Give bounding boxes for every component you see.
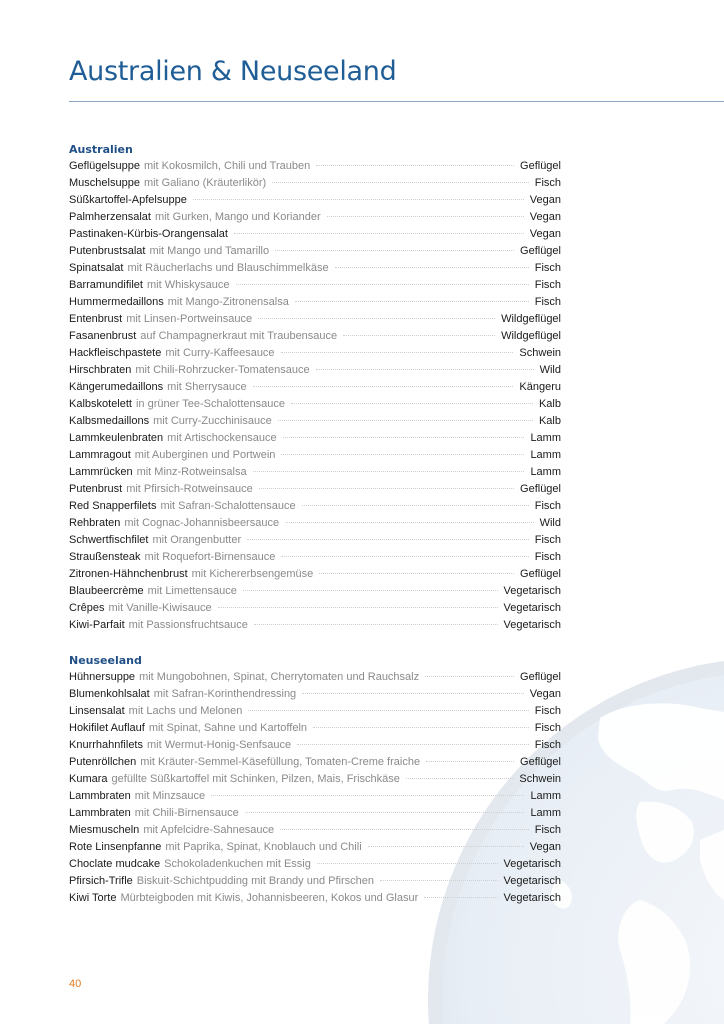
dot-leader: [297, 744, 529, 745]
menu-item: [69, 328, 561, 345]
category-label: Vegetarisch: [503, 875, 561, 887]
dish-name: Rehbraten: [69, 517, 121, 529]
menu-item: [69, 379, 561, 396]
dish-description: mit Lachs und Melonen: [128, 705, 243, 717]
dot-leader: [295, 301, 529, 302]
dot-leader: [253, 386, 514, 387]
dish-name: Kalbsmedaillons: [69, 415, 150, 427]
category-label: Fisch: [534, 739, 561, 751]
dish-name: Straußensteak: [69, 551, 141, 563]
dish-name: Kiwi-Parfait: [69, 619, 125, 631]
menu-item: [69, 413, 561, 430]
dish-description: mit Paprika, Spinat, Knoblauch und Chili: [165, 841, 362, 853]
dish-description: mit Auberginen und Portwein: [134, 449, 276, 461]
menu-item: [69, 822, 561, 839]
category-label: Lamm: [530, 432, 561, 444]
dish-description: mit Galiano (Kräuterlikör): [143, 177, 267, 189]
category-label: Vegetarisch: [503, 858, 561, 870]
category-label: Vegetarisch: [503, 619, 561, 631]
menu-item: [69, 890, 561, 907]
category-label: Wildgeflügel: [501, 313, 561, 325]
dish-description: mit Mango und Tamarillo: [149, 245, 270, 257]
menu-item: [69, 396, 561, 413]
category-label: Wild: [539, 517, 561, 529]
dot-leader: [425, 676, 514, 677]
dot-leader: [406, 778, 514, 779]
dish-description: mit Chili-Birnensauce: [134, 807, 239, 819]
menu-item: [69, 243, 561, 260]
menu-item: [69, 805, 561, 822]
dot-leader: [245, 812, 525, 813]
menu-item: [69, 720, 561, 737]
dot-leader: [319, 573, 514, 574]
dish-name: Knurrhahnfilets: [69, 739, 143, 751]
dot-leader: [316, 369, 534, 370]
dish-name: Lammbraten: [69, 807, 131, 819]
dish-name: Entenbrust: [69, 313, 123, 325]
dot-leader: [281, 454, 524, 455]
category-label: Kalb: [538, 415, 561, 427]
category-label: Fisch: [534, 534, 561, 546]
dot-leader: [253, 471, 525, 472]
dot-leader: [426, 761, 514, 762]
dot-leader: [236, 284, 529, 285]
menu-item: [69, 737, 561, 754]
dish-description: mit Minz-Rotweinsalsa: [136, 466, 247, 478]
dish-description: Biskuit-Schichtpudding mit Brandy und Pfirschen: [136, 875, 374, 887]
dish-name: Kalbskotelett: [69, 398, 132, 410]
dot-leader: [317, 863, 498, 864]
dish-description: Mürbteigboden mit Kiwis, Johannisbeeren, Kokos und Glasur: [120, 892, 419, 904]
dish-description: mit Spinat, Sahne und Kartoffeln: [148, 722, 308, 734]
menu-item: [69, 464, 561, 481]
dot-leader: [281, 556, 528, 557]
category-label: Fisch: [534, 705, 561, 717]
category-label: Geflügel: [520, 160, 561, 172]
dish-name: Schwertfischfilet: [69, 534, 149, 546]
dish-name: Crêpes: [69, 602, 105, 614]
dish-name: Kiwi Torte: [69, 892, 117, 904]
category-label: Schwein: [519, 773, 561, 785]
category-label: Wildgeflügel: [501, 330, 561, 342]
menu-item: [69, 686, 561, 703]
dish-name: Kumara: [69, 773, 108, 785]
dish-name: Blumenkohlsalat: [69, 688, 150, 700]
section-heading: Australien: [69, 143, 133, 156]
dish-description: mit Vanille-Kiwisauce: [108, 602, 212, 614]
dish-name: Lammragout: [69, 449, 131, 461]
dot-leader: [302, 505, 529, 506]
category-label: Fisch: [534, 296, 561, 308]
category-label: Geflügel: [520, 245, 561, 257]
category-label: Vegan: [529, 688, 561, 700]
dot-leader: [302, 693, 524, 694]
dish-description: mit Minzsauce: [134, 790, 206, 802]
dish-description: in grüner Tee-Schalottensauce: [135, 398, 285, 410]
category-label: Vegan: [529, 211, 561, 223]
menu-item: [69, 873, 561, 890]
dish-description: mit Gurken, Mango und Koriander: [154, 211, 321, 223]
dish-name: Palmherzensalat: [69, 211, 151, 223]
dot-leader: [313, 727, 529, 728]
category-label: Vegan: [529, 228, 561, 240]
dish-name: Putenbrust: [69, 483, 123, 495]
dish-name: Blaubeercrème: [69, 585, 144, 597]
category-label: Geflügel: [520, 756, 561, 768]
dot-leader: [259, 488, 514, 489]
dish-name: Zitronen-Hähnchenbrust: [69, 568, 188, 580]
dot-leader: [327, 216, 524, 217]
menu-item: [69, 311, 561, 328]
section-heading: Neuseeland: [69, 654, 142, 667]
dish-description: mit Whiskysauce: [146, 279, 230, 291]
section-australien: [69, 141, 561, 634]
menu-item: [69, 600, 561, 617]
dish-name: Hirschbraten: [69, 364, 132, 376]
menu-item: [69, 447, 561, 464]
dot-leader: [380, 880, 498, 881]
category-label: Vegan: [529, 841, 561, 853]
dot-leader: [248, 710, 528, 711]
menu-item: [69, 583, 561, 600]
menu-item: [69, 260, 561, 277]
category-label: Fisch: [534, 500, 561, 512]
dish-description: mit Mango-Zitronensalsa: [167, 296, 289, 308]
menu-item: [69, 754, 561, 771]
category-label: Schwein: [519, 347, 561, 359]
dish-name: Süßkartoffel-Apfelsuppe: [69, 194, 187, 206]
category-label: Vegetarisch: [503, 585, 561, 597]
menu-item: [69, 566, 561, 583]
category-label: Vegetarisch: [503, 892, 561, 904]
dish-name: Lammkeulenbraten: [69, 432, 164, 444]
category-label: Geflügel: [520, 483, 561, 495]
menu-item: [69, 481, 561, 498]
menu-item: [69, 498, 561, 515]
category-label: Lamm: [530, 807, 561, 819]
dish-description: mit Kokosmilch, Chili und Trauben: [143, 160, 311, 172]
category-label: Vegan: [529, 194, 561, 206]
dish-description: mit Chili-Rohrzucker-Tomatensauce: [135, 364, 310, 376]
menu-item: [69, 839, 561, 856]
category-label: Wild: [539, 364, 561, 376]
category-label: Fisch: [534, 551, 561, 563]
menu-list: [69, 158, 561, 634]
menu-item: [69, 703, 561, 720]
category-label: Fisch: [534, 262, 561, 274]
dish-name: Fasanenbrust: [69, 330, 137, 342]
dish-description: mit Pfirsich-Rotweinsauce: [126, 483, 253, 495]
dish-name: Lammrücken: [69, 466, 133, 478]
dish-name: Hackfleischpastete: [69, 347, 162, 359]
dish-description: mit Curry-Kaffeesauce: [165, 347, 275, 359]
category-label: Kängeru: [519, 381, 561, 393]
dish-name: Rote Linsenpfanne: [69, 841, 162, 853]
dot-leader: [211, 795, 524, 796]
dish-description: mit Kichererbsengemüse: [191, 568, 314, 580]
dish-name: Putenbrustsalat: [69, 245, 146, 257]
dish-name: Putenröllchen: [69, 756, 137, 768]
dot-leader: [283, 437, 525, 438]
dot-leader: [368, 846, 524, 847]
dish-description: mit Safran-Schalottensauce: [160, 500, 296, 512]
menu-item: [69, 515, 561, 532]
dish-name: Spinatsalat: [69, 262, 124, 274]
dot-leader: [272, 182, 529, 183]
menu-item: [69, 617, 561, 634]
dish-name: Hummermedaillons: [69, 296, 164, 308]
menu-item: [69, 549, 561, 566]
category-label: Fisch: [534, 722, 561, 734]
menu-item: [69, 226, 561, 243]
menu-item: [69, 345, 561, 362]
dot-leader: [343, 335, 495, 336]
dish-name: Geflügelsuppe: [69, 160, 140, 172]
menu-item: [69, 788, 561, 805]
dot-leader: [218, 607, 498, 608]
menu-item: [69, 209, 561, 226]
dish-name: Linsensalat: [69, 705, 125, 717]
dot-leader: [275, 250, 514, 251]
category-label: Vegetarisch: [503, 602, 561, 614]
dish-name: Hühnersuppe: [69, 671, 136, 683]
dot-leader: [278, 420, 533, 421]
dish-name: Lammbraten: [69, 790, 131, 802]
category-label: Lamm: [530, 790, 561, 802]
category-label: Fisch: [534, 824, 561, 836]
dish-description: mit Safran-Korinthendressing: [153, 688, 297, 700]
menu-item: [69, 277, 561, 294]
category-label: Lamm: [530, 449, 561, 461]
dot-leader: [291, 403, 533, 404]
dish-name: Pastinaken-Kürbis-Orangensalat: [69, 228, 228, 240]
dish-description: mit Mungobohnen, Spinat, Cherrytomaten und Rauchsalz: [139, 671, 420, 683]
dish-description: Schokoladenkuchen mit Essig: [164, 858, 311, 870]
menu-item: [69, 669, 561, 686]
dish-description: mit Orangenbutter: [152, 534, 242, 546]
dish-description: mit Wermut-Honig-Senfsauce: [147, 739, 292, 751]
dish-description: mit Artischockensauce: [167, 432, 277, 444]
menu-item: [69, 294, 561, 311]
page-number: 40: [69, 978, 82, 990]
dish-description: mit Apfelcidre-Sahnesauce: [143, 824, 275, 836]
dot-leader: [247, 539, 529, 540]
menu-item: [69, 158, 561, 175]
dot-leader: [316, 165, 514, 166]
dot-leader: [285, 522, 534, 523]
dish-description: mit Limettensauce: [147, 585, 237, 597]
category-label: Geflügel: [520, 671, 561, 683]
dot-leader: [258, 318, 495, 319]
dish-description: mit Linsen-Portweinsauce: [126, 313, 253, 325]
category-label: Fisch: [534, 177, 561, 189]
menu-item: [69, 532, 561, 549]
dish-name: Pfirsich-Trifle: [69, 875, 133, 887]
menu-item: [69, 856, 561, 873]
title-divider: [69, 101, 724, 102]
dish-name: Choclate mudcake: [69, 858, 161, 870]
menu-item: [69, 192, 561, 209]
category-label: Lamm: [530, 466, 561, 478]
dot-leader: [335, 267, 529, 268]
menu-list: [69, 669, 561, 907]
dot-leader: [280, 829, 529, 830]
menu-item: [69, 771, 561, 788]
dish-description: mit Räucherlachs und Blauschimmelkäse: [127, 262, 329, 274]
dish-description: mit Curry-Zucchinisauce: [153, 415, 272, 427]
category-label: Kalb: [538, 398, 561, 410]
dish-description: mit Sherrysauce: [167, 381, 247, 393]
dot-leader: [243, 590, 498, 591]
dish-description: auf Champagnerkraut mit Traubensauce: [140, 330, 338, 342]
dish-name: Miesmuscheln: [69, 824, 140, 836]
dish-name: Hokifilet Auflauf: [69, 722, 145, 734]
dot-leader: [254, 624, 498, 625]
menu-item: [69, 362, 561, 379]
dish-description: gefüllte Süßkartoffel mit Schinken, Pilzen, Mais, Frischkäse: [111, 773, 400, 785]
category-label: Fisch: [534, 279, 561, 291]
dot-leader: [424, 897, 497, 898]
category-label: Geflügel: [520, 568, 561, 580]
dot-leader: [234, 233, 524, 234]
dish-name: Muschelsuppe: [69, 177, 140, 189]
page-title: Australien & Neuseeland: [69, 56, 397, 87]
menu-item: [69, 175, 561, 192]
menu-item: [69, 430, 561, 447]
dish-name: Red Snapperfilets: [69, 500, 157, 512]
dot-leader: [193, 199, 524, 200]
section-neuseeland: [69, 652, 561, 907]
dish-name: Kängerumedaillons: [69, 381, 164, 393]
dish-description: mit Roquefort-Birnensauce: [144, 551, 276, 563]
dish-description: mit Passionsfruchtsauce: [128, 619, 248, 631]
dish-description: mit Kräuter-Semmel-Käsefüllung, Tomaten-Creme fraiche: [140, 756, 421, 768]
dot-leader: [281, 352, 514, 353]
dish-name: Barramundifilet: [69, 279, 143, 291]
dish-description: mit Cognac-Johannisbeersauce: [124, 517, 280, 529]
